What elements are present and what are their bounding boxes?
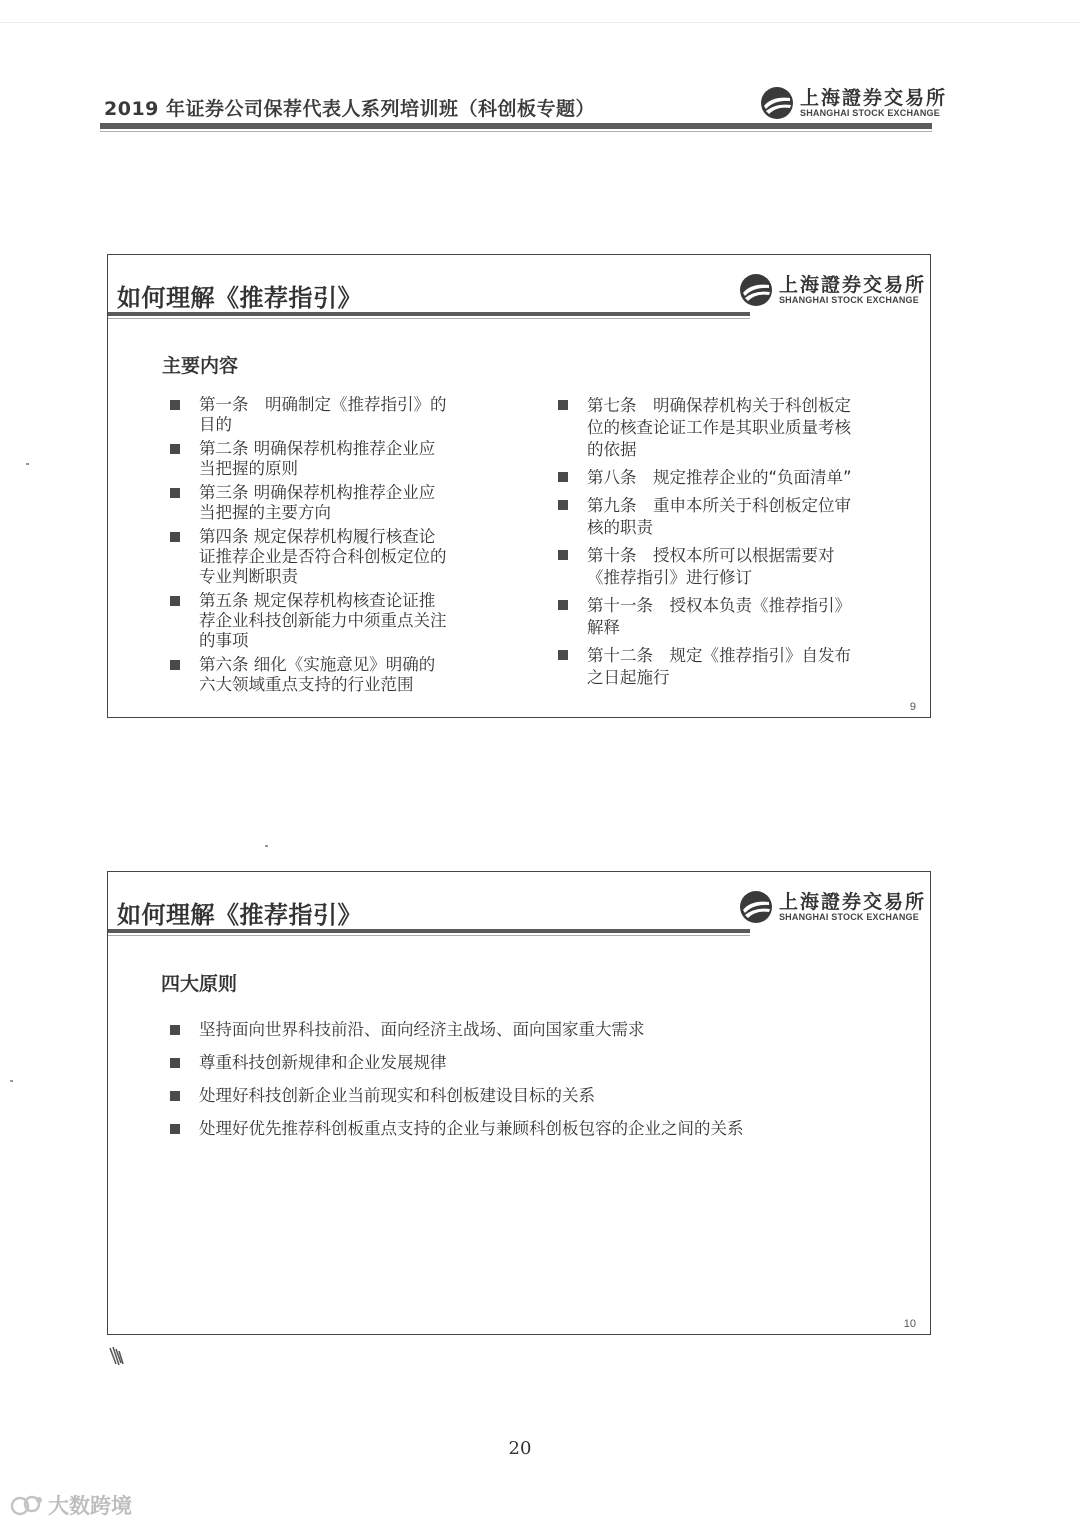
square-bullet-icon [558,400,568,410]
list-item: 第六条 细化《实施意见》明确的六大领域重点支持的行业范围 [170,655,450,695]
sse-emblem-icon [739,890,773,924]
sse-logo-slide [739,890,926,924]
scan-edge-line [0,22,1080,23]
square-bullet-icon [558,600,568,610]
logo-chinese-text: 上海證券交易所 [778,273,926,296]
article-list-right [558,395,858,689]
list-item: 第九条 重申本所关于科创板定位审核的职责 [558,495,858,539]
list-item: 尊重科技创新规律和企业发展规律 [170,1053,870,1073]
logo-english-text: SHANGHAI STOCK EXCHANGE [800,107,940,118]
list-item: 第四条 规定保荐机构履行核查论证推荐企业是否符合科创板定位的专业判断职责 [170,527,450,587]
slide-title-rule [108,312,750,316]
list-item: 第一条 明确制定《推荐指引》的目的 [170,395,450,435]
square-bullet-icon [170,532,180,542]
list-item: 第五条 规定保荐机构核查论证推荐企业科技创新能力中须重点关注的事项 [170,591,450,651]
slide-title: 如何理解《推荐指引》 [117,284,362,312]
article-list-left [170,395,450,695]
square-bullet-icon [170,1025,180,1035]
list-item: 第十二条 规定《推荐指引》自发布之日起施行 [558,645,858,689]
slide-10 [107,871,931,1335]
square-bullet-icon [170,1091,180,1101]
scan-speck [10,1080,13,1082]
logo-chinese-text: 上海證券交易所 [800,86,948,109]
logo-english-text: SHANGHAI STOCK EXCHANGE [778,911,919,922]
square-bullet-icon [170,488,180,498]
slide-title-rule [108,929,750,933]
principle-list [170,1020,870,1139]
square-bullet-icon [558,550,568,560]
sse-emblem-icon [760,86,794,120]
slide-title-rule-thin [108,935,750,936]
sse-logo-slide [739,273,926,307]
square-bullet-icon [558,472,568,482]
logo-english-text: SHANGHAI STOCK EXCHANGE [778,294,919,305]
header-rule [100,123,932,129]
page-header-title: 2019 年证券公司保荐代表人系列培训班（科创板专题） [104,98,595,120]
sse-logo-header [760,86,947,120]
list-item: 第二条 明确保荐机构推荐企业应当把握的原则 [170,439,450,479]
square-bullet-icon [170,660,180,670]
slide-title-rule-thin [108,318,750,319]
pen-mark-icon [108,1346,126,1368]
watermark [10,1490,132,1520]
header-rule-thin [100,131,932,132]
list-item: 第七条 明确保荐机构关于科创板定位的核查论证工作是其职业质量考核的依据 [558,395,858,461]
slide-number: 10 [903,1318,916,1330]
list-item: 第十条 授权本所可以根据需要对《推荐指引》进行修订 [558,545,858,589]
section-heading: 四大原则 [161,973,238,995]
square-bullet-icon [170,444,180,454]
scan-speck [265,845,268,847]
slide-title: 如何理解《推荐指引》 [117,901,362,929]
watermark-logo-icon [10,1492,44,1518]
page-number: 20 [508,1438,532,1459]
list-item: 第三条 明确保荐机构推荐企业应当把握的主要方向 [170,483,450,523]
list-item: 处理好优先推荐科创板重点支持的企业与兼顾科创板包容的企业之间的关系 [170,1119,870,1139]
square-bullet-icon [170,596,180,606]
list-item: 坚持面向世界科技前沿、面向经济主战场、面向国家重大需求 [170,1020,870,1040]
logo-chinese-text: 上海證券交易所 [778,890,926,913]
slide-number: 9 [909,701,916,713]
scan-speck [26,463,29,465]
list-item: 第八条 规定推荐企业的“负面清单” [558,467,858,489]
square-bullet-icon [170,1124,180,1134]
section-heading: 主要内容 [162,355,239,377]
square-bullet-icon [558,650,568,660]
square-bullet-icon [170,1058,180,1068]
square-bullet-icon [170,400,180,410]
slide-9 [107,254,931,718]
square-bullet-icon [558,500,568,510]
sse-emblem-icon [739,273,773,307]
list-item: 处理好科技创新企业当前现实和科创板建设目标的关系 [170,1086,870,1106]
list-item: 第十一条 授权本负责《推荐指引》解释 [558,595,858,639]
watermark-text: 大数跨境 [48,1494,132,1518]
